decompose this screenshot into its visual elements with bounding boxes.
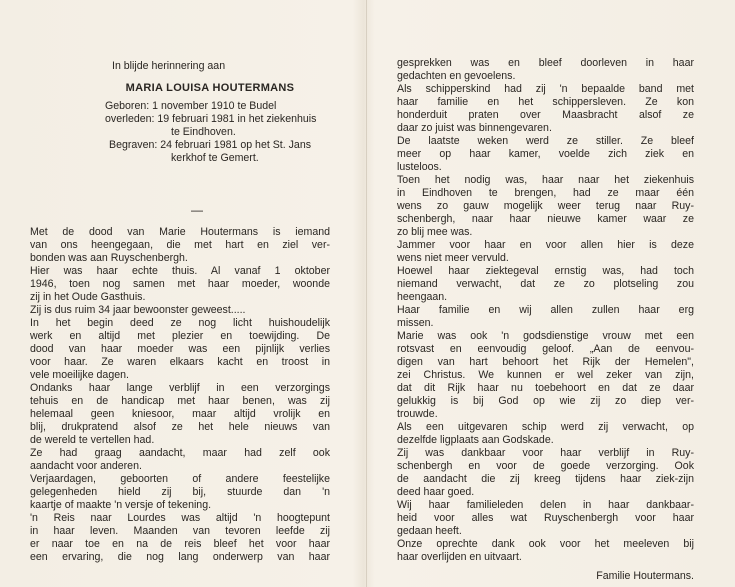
right-text-line: heengaan. <box>397 291 448 303</box>
left-text-line: Ondanks haar lange verblijf in een verzorgings <box>30 382 330 394</box>
left-text-line: werk en altijd met plezier en toewijding. De <box>30 330 330 342</box>
right-text-line: digen van hart behoort het Rijk der Hemelen", <box>397 356 694 368</box>
burial-place-line: kerkhof te Gemert. <box>171 152 259 164</box>
right-text-body <box>397 57 694 583</box>
right-text-line: Als schipperskind had zij 'n bepaalde band met <box>397 83 694 95</box>
intro-line: In blijde herinnering aan <box>112 60 226 72</box>
right-text-line: gedachten en gevoelens. <box>397 70 516 82</box>
right-text-line: de aandacht die zij kreeg tijdens haar ziek-zijn <box>397 473 694 485</box>
left-text-line: zij in het Oude Gasthuis. <box>30 291 146 303</box>
right-text-line: gedaan heeft. <box>397 525 462 537</box>
right-text-line: Marie was ook 'n godsdienstige vrouw met een <box>397 330 694 342</box>
left-text-line: Met de dood van Marie Houtermans is iemand <box>30 226 330 238</box>
right-text-line: wens niet meer vervuld. <box>397 252 509 264</box>
death-line: overleden: 19 februari 1981 in het ziekenhuis <box>105 113 317 125</box>
right-text-line: haar familie en het schippersleven. Ze kon <box>397 96 694 108</box>
left-text-line: er naar toe en na de reis bleef het voor haar <box>30 538 330 550</box>
left-text-line: van ons heengegaan, die met hart en ziel ver- <box>30 239 330 251</box>
right-text-line: meer op haar kamer, voelde zich ziek en <box>397 148 694 160</box>
right-text-line: trouwde. <box>397 408 438 420</box>
right-text-line: dezelfde ligplaats aan Godskade. <box>397 434 554 446</box>
right-text-line: De laatste weken werd ze stiller. Ze bleef <box>397 135 694 147</box>
right-text-line: missen. <box>397 317 434 329</box>
left-text-line: helemaal geen kniesoor, maar altijd vrolijk en <box>30 408 330 420</box>
right-text-line: dat dit Rijk haar nu toebehoort en dat ze daar <box>397 382 694 394</box>
left-text-line: Zij is dus ruim 34 jaar bewoonster geweest..... <box>30 304 246 316</box>
right-text-line: zei Christus. We kunnen er wel zeker van zijn, <box>397 369 694 381</box>
left-text-line: voor haar. Ze waren elkaars kacht en troost in <box>30 356 330 368</box>
left-text-line: gelegenheden hield zij bij, stuurde dan 'n <box>30 486 330 498</box>
right-text-line: wens zo gauw mogelijk weer terug naar Ruy- <box>397 200 694 212</box>
life-dates <box>105 100 365 165</box>
right-text-line: zo blij mee was. <box>397 226 473 238</box>
signature: Familie Houtermans. <box>596 570 694 582</box>
left-text-line: in haar leven. Maanden van tevoren leefde zij <box>30 525 330 537</box>
right-text-line: Toen het nodig was, haar naar het ziekenhuis <box>397 174 694 186</box>
right-text-line: honderduit praten over Maasbracht alsof ze <box>397 109 694 121</box>
right-text-line: gelukkig is bij God op wie zij zo diep ver- <box>397 395 694 407</box>
left-text-line: 'n Reis naar Lourdes was altijd 'n hoogtepunt <box>30 512 330 524</box>
right-text-line: gesprekken was en bleef doorleven in haar <box>397 57 694 69</box>
left-text-line: vele moeilijke dagen. <box>30 369 129 381</box>
deceased-name: MARIA LOUISA HOUTERMANS <box>125 82 295 94</box>
right-text-line: deed haar goed. <box>397 486 475 498</box>
right-text-line: heid voor alles wat Ruyschenbergh voor haar <box>397 512 694 524</box>
right-text-line: daar zo juist was binnengevaren. <box>397 122 552 134</box>
right-text-line: Hoewel haar ziektegeval ernstig was, had toch <box>397 265 694 277</box>
left-text-line: de wereld te vertellen had. <box>30 434 155 446</box>
left-text-line: 1946, toen nog samen met haar moeder, woonde <box>30 278 330 290</box>
right-text-line: schenbergh en voor de goede verzorging. Ook <box>397 460 694 472</box>
left-text-line: Verjaardagen, geboorten of andere feestelijke <box>30 473 330 485</box>
burial-line: Begraven: 24 februari 1981 op het St. Jans <box>109 139 312 151</box>
right-text-line: Haar familie en wij allen zullen haar erg <box>397 304 694 316</box>
birth-line: Geboren: 1 november 1910 te Budel <box>105 100 277 112</box>
card-fold <box>366 0 367 587</box>
left-text-line: tehuis en de handicap met haar benen, was zij <box>30 395 330 407</box>
left-text-line: In het begin deed ze nog licht huishoudelijk <box>30 317 330 329</box>
left-text-line: bonden was aan Ruyschenbergh. <box>30 252 188 264</box>
death-place-line: te Eindhoven. <box>171 126 236 138</box>
right-text-line: haar overlijden en uitvaart. <box>397 551 522 563</box>
left-text-line: Hier was haar echte thuis. Al vanaf 1 oktober <box>30 265 330 277</box>
right-text-line: in Eindhoven te brengen, had ze maar één <box>397 187 694 199</box>
right-text-line: Zij was dankbaar voor haar verblijf in Ruy- <box>397 447 694 459</box>
left-text-line: aandacht voor anderen. <box>30 460 142 472</box>
right-text-line: Jammer voor haar en voor allen hier is deze <box>397 239 694 251</box>
left-text-line: kaartje of maakte 'n versje of tekening. <box>30 499 212 511</box>
right-text-line: Als een uitgevaren schip werd zij verwacht, op <box>397 421 694 433</box>
right-text-line: schenbergh, naar haar nieuwe kamer waar ze <box>397 213 694 225</box>
divider-dash: — <box>191 203 203 217</box>
right-text-line: niemand verwacht, dat ze zo plotseling zou <box>397 278 694 290</box>
right-text-line: Onze oprechte dank ook voor het meeleven bij <box>397 538 694 550</box>
left-text-line: Ze had graag aandacht, maar had zelf ook <box>30 447 330 459</box>
right-text-line: rotsvast en eenvoudig geloof. „Aan de eenvou- <box>397 343 694 355</box>
left-text-body <box>30 226 330 564</box>
left-text-line: dood van haar moeder was een pijnlijk verlies <box>30 343 330 355</box>
left-text-line: blij, drukpratend alsof ze het hele nieuws van <box>30 421 330 433</box>
right-text-line: lusteloos. <box>397 161 442 173</box>
left-text-line: een ervaring, die nog lang onderwerp van haar <box>30 551 330 563</box>
right-text-line: Wij haar familieleden delen in haar dankbaar- <box>397 499 694 511</box>
